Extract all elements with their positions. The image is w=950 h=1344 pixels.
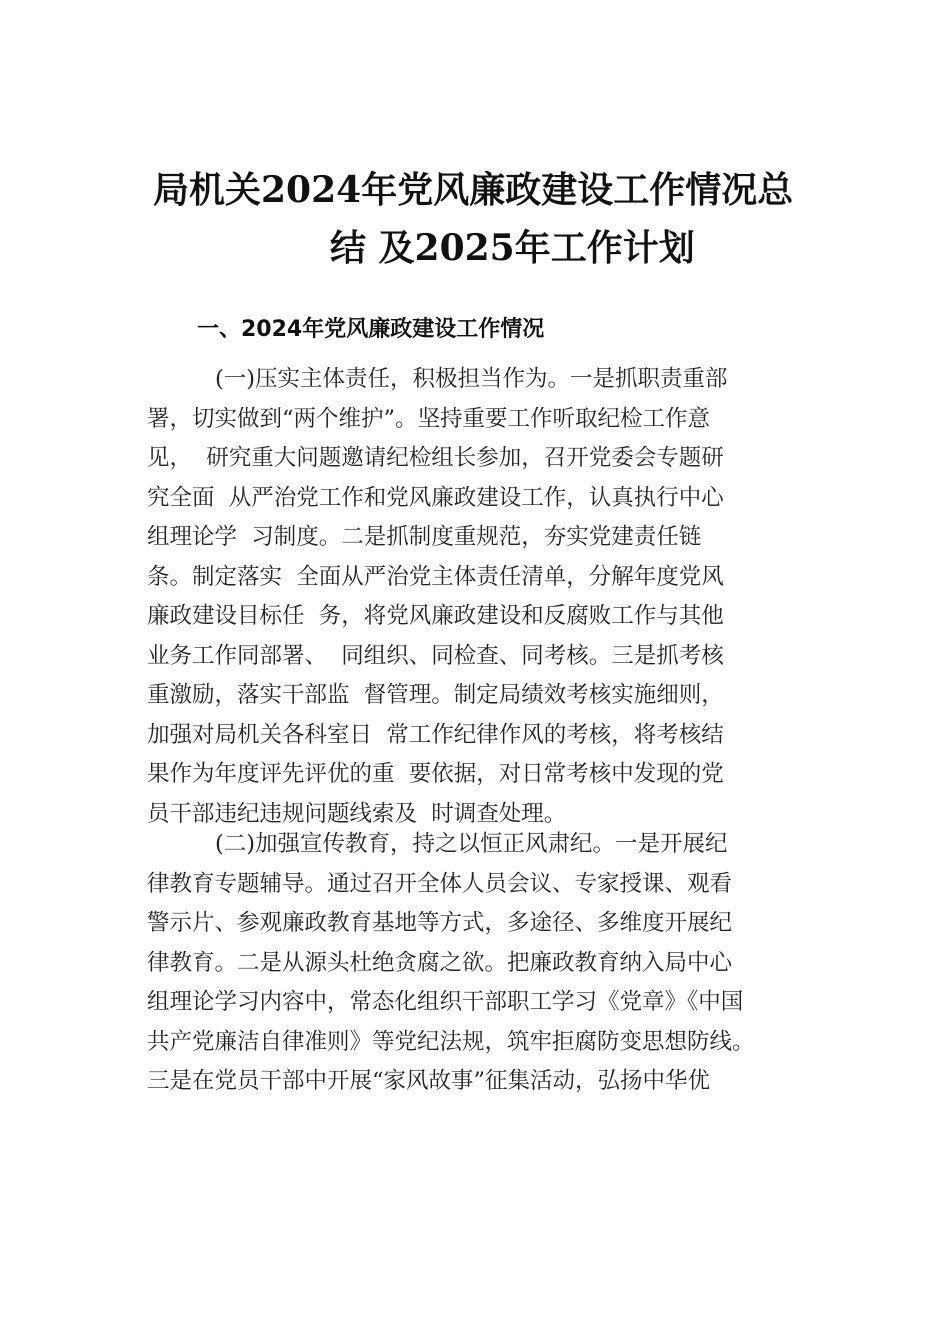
document-title-line-2: 结 及2025年工作计划 [330,227,695,269]
paragraph-line: (一)压实主体责任，积极担当作为。一是抓职责重部 [215,366,728,392]
paragraph-line: 究全面 从严治党工作和党风廉政建设工作，认真执行中心 [147,484,724,511]
paragraph-line: 组理论学习内容中，常态化组织干部职工学习《党章》《中国 [147,989,744,1015]
paragraph-1 [147,360,728,834]
paragraph-line: 共产党廉洁自律准则》等党纪法规，筑牢拒腐防变思想防线。 [147,1028,755,1055]
paragraph-line: 加强对局机关各科室日 常工作纪律作风的考核，将考核结 [147,721,724,748]
paragraph-2 [147,825,755,1102]
paragraph-line: 警示片、参观廉政教育基地等方式，多途径、多维度开展纪 [147,910,733,936]
paragraph-line: 组理论学 习制度。二是抓制度重规范，夯实党建责任链 [147,524,702,550]
document-title-line-1: 局机关2024年党风廉政建设工作情况总 [153,169,794,211]
paragraph-line: (二)加强宣传教育，持之以恒正风肃纪。一是开展纪 [215,831,728,857]
paragraph-line: 三是在党员干部中开展“家风故事”征集活动，弘扬中华优 [147,1068,711,1094]
paragraph-line: 条。制定落实 全面从严治党主体责任清单，分解年度党风 [147,563,724,590]
paragraph-line: 署，切实做到“两个维护”。坚持重要工作听取纪检工作意 [147,405,711,432]
paragraph-line: 见， 研究重大问题邀请纪检组长参加，召开党委会专题研 [147,445,724,471]
section-heading: 一、2024年党风廉政建设工作情况 [197,317,545,342]
paragraph-line: 廉政建设目标任 务，将党风廉政建设和反腐败工作与其他 [147,603,724,629]
paragraph-line: 业务工作同部署、 同组织、同检查、同考核。三是抓考核 [147,642,724,669]
paragraph-line: 律教育。二是从源头杜绝贪腐之欲。把廉政教育纳入局中心 [147,949,733,976]
paragraph-line: 果作为年度评先评优的重 要依据，对日常考核中发现的党 [147,761,724,787]
paragraph-line: 律教育专题辅导。通过召开全体人员会议、专家授课、观看 [147,870,733,897]
paragraph-line: 重激励，落实干部监 督管理。制定局绩效考核实施细则， [147,682,724,708]
paragraph-line: 员干部违纪违规问题线索及 时调查处理。 [147,800,567,827]
